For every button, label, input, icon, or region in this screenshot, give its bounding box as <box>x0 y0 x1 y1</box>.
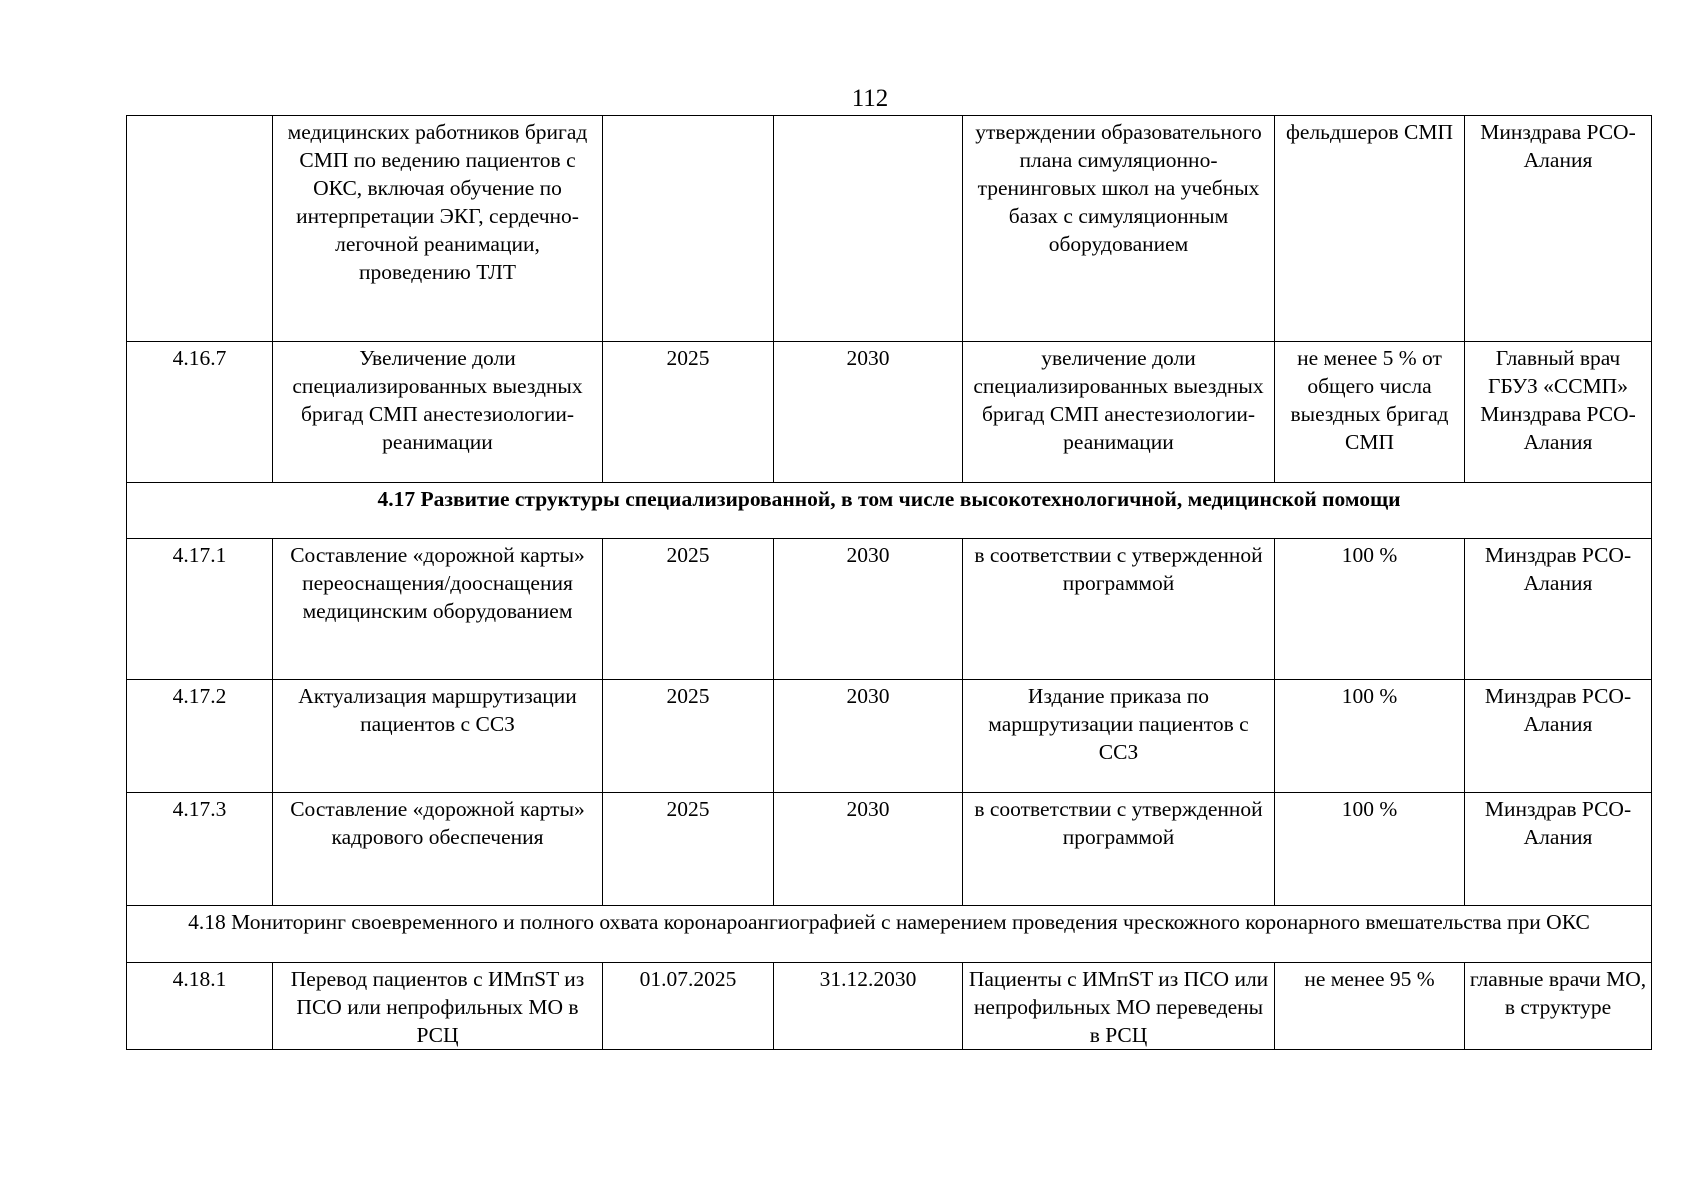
cell-start: 2025 <box>603 539 774 680</box>
cell-result: Издание приказа по маршрутизации пациентов с ССЗ <box>963 680 1275 793</box>
cell-action: Актуализация маршрутизации пациентов с ССЗ <box>273 680 603 793</box>
cell-end: 2030 <box>774 793 963 906</box>
cell-end: 31.12.2030 <box>774 963 963 1050</box>
cell-result: в соответствии с утвержденной программой <box>963 539 1275 680</box>
page-number: 112 <box>851 85 889 112</box>
cell-start <box>603 116 774 342</box>
table-row <box>127 680 1652 793</box>
section-heading: 4.17 Развитие структуры специализированной, в том числе высокотехнологичной, медицинской помощи <box>127 483 1652 539</box>
cell-result: Пациенты с ИМпST из ПСО или непрофильных МО переведены в РСЦ <box>963 963 1275 1050</box>
section-row <box>127 906 1652 963</box>
table-body <box>127 116 1652 1050</box>
cell-responsible: главные врачи МО, в структуре <box>1465 963 1652 1050</box>
cell-indicator: не менее 5 % от общего числа выездных бригад СМП <box>1275 342 1465 483</box>
cell-result: в соответствии с утвержденной программой <box>963 793 1275 906</box>
cell-indicator: 100 % <box>1275 680 1465 793</box>
cell-result: увеличение доли специализированных выездных бригад СМП анестезиологии-реанимации <box>963 342 1275 483</box>
cell-num: 4.17.3 <box>127 793 273 906</box>
cell-indicator: не менее 95 % <box>1275 963 1465 1050</box>
cell-end: 2030 <box>774 680 963 793</box>
cell-end <box>774 116 963 342</box>
section-row <box>127 483 1652 539</box>
table-row <box>127 539 1652 680</box>
cell-responsible: Минздрав РСО-Алания <box>1465 793 1652 906</box>
cell-responsible: Минздрав РСО-Алания <box>1465 680 1652 793</box>
cell-num: 4.16.7 <box>127 342 273 483</box>
cell-indicator: 100 % <box>1275 793 1465 906</box>
cell-start: 2025 <box>603 342 774 483</box>
cell-action: Составление «дорожной карты» переоснащения/дооснащения медицинским оборудованием <box>273 539 603 680</box>
cell-start: 2025 <box>603 793 774 906</box>
cell-responsible: Главный врач ГБУЗ «ССМП» Минздрава РСО-Алания <box>1465 342 1652 483</box>
cell-result: утверждении образовательного плана симуляционно-тренинговых школ на учебных базах с симуляционным оборудованием <box>963 116 1275 342</box>
cell-action: Увеличение доли специализированных выездных бригад СМП анестезиологии-реанимации <box>273 342 603 483</box>
cell-end: 2030 <box>774 539 963 680</box>
table-row <box>127 116 1652 342</box>
table-row <box>127 793 1652 906</box>
measures-table <box>126 115 1652 1050</box>
section-heading: 4.18 Мониторинг своевременного и полного охвата коронароангиографией с намерением проведения чрескожного коронарного вмешательства при ОКС <box>127 906 1652 963</box>
cell-action: медицинских работников бригад СМП по ведению пациентов с ОКС, включая обучение по интерпретации ЭКГ, сердечно-легочной реанимации, проведению ТЛТ <box>273 116 603 342</box>
cell-start: 01.07.2025 <box>603 963 774 1050</box>
cell-end: 2030 <box>774 342 963 483</box>
cell-num: 4.17.2 <box>127 680 273 793</box>
cell-num <box>127 116 273 342</box>
cell-indicator: фельдшеров СМП <box>1275 116 1465 342</box>
cell-action: Перевод пациентов с ИМпST из ПСО или непрофильных МО в РСЦ <box>273 963 603 1050</box>
cell-action: Составление «дорожной карты» кадрового обеспечения <box>273 793 603 906</box>
cell-indicator: 100 % <box>1275 539 1465 680</box>
table-row <box>127 963 1652 1050</box>
cell-start: 2025 <box>603 680 774 793</box>
table-row <box>127 342 1652 483</box>
cell-num: 4.18.1 <box>127 963 273 1050</box>
cell-responsible: Минздрава РСО-Алания <box>1465 116 1652 342</box>
cell-responsible: Минздрав РСО-Алания <box>1465 539 1652 680</box>
cell-num: 4.17.1 <box>127 539 273 680</box>
